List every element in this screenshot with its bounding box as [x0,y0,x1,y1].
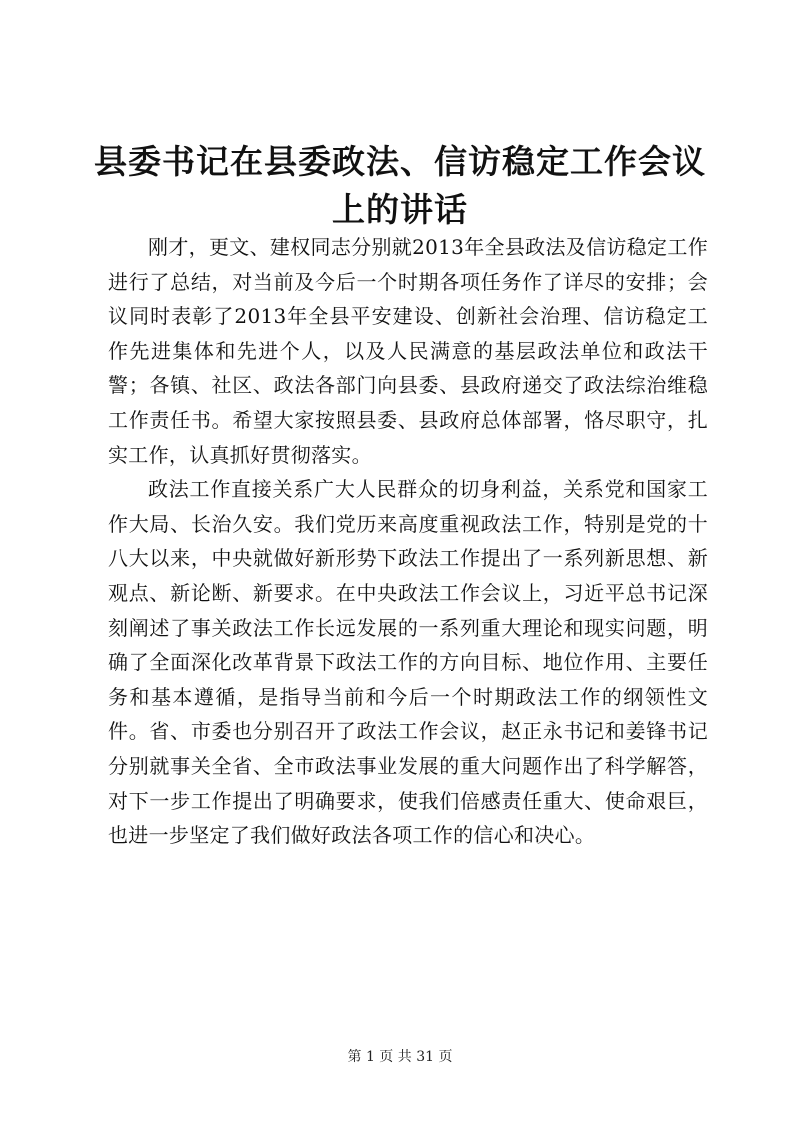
paragraph-1: 刚才，更文、建权同志分别就2013年全县政法及信访稳定工作进行了总结，对当前及今后一个时期各项任务作了详尽的安排；会议同时表彰了2013年全县平安建设、创新社会治理、信访稳定工作先进集体和先进个人，以及人民满意的基层政法单位和政法干警；各镇、社区、政法各部门向县委、县政府递交了政法综治维稳工作责任书。希望大家按照县委、县政府总体部署，恪尽职守，扎实工作，认真抓好贯彻落实。 [108,235,708,467]
page-number-footer: 第 1 页 共 31 页 [347,1049,453,1065]
document-body [108,230,708,853]
paragraph-2: 政法工作直接关系广大人民群众的切身利益，关系党和国家工作大局、长治久安。我们党历来高度重视政法工作，特别是党的十八大以来，中央就做好新形势下政法工作提出了一系列新思想、新观点、新论断、新要求。在中央政法工作会议上，习近平总书记深刻阐述了事关政法工作长远发展的一系列重大理论和现实问题，明确了全面深化改革背景下政法工作的方向目标、地位作用、主要任务和基本遵循，是指导当前和今后一个时期政法工作的纲领性文件。省、市委也分别召开了政法工作会议，赵正永书记和姜锋书记分别就事关全省、全市政法事业发展的重大问题作出了科学解答，对下一步工作提出了明确要求，使我们倍感责任重大、使命艰巨，也进一步坚定了我们做好政法各项工作的信心和决心。 [108,477,708,848]
document-title: 县委书记在县委政法、信访稳定工作会议上的讲话 [94,142,706,229]
